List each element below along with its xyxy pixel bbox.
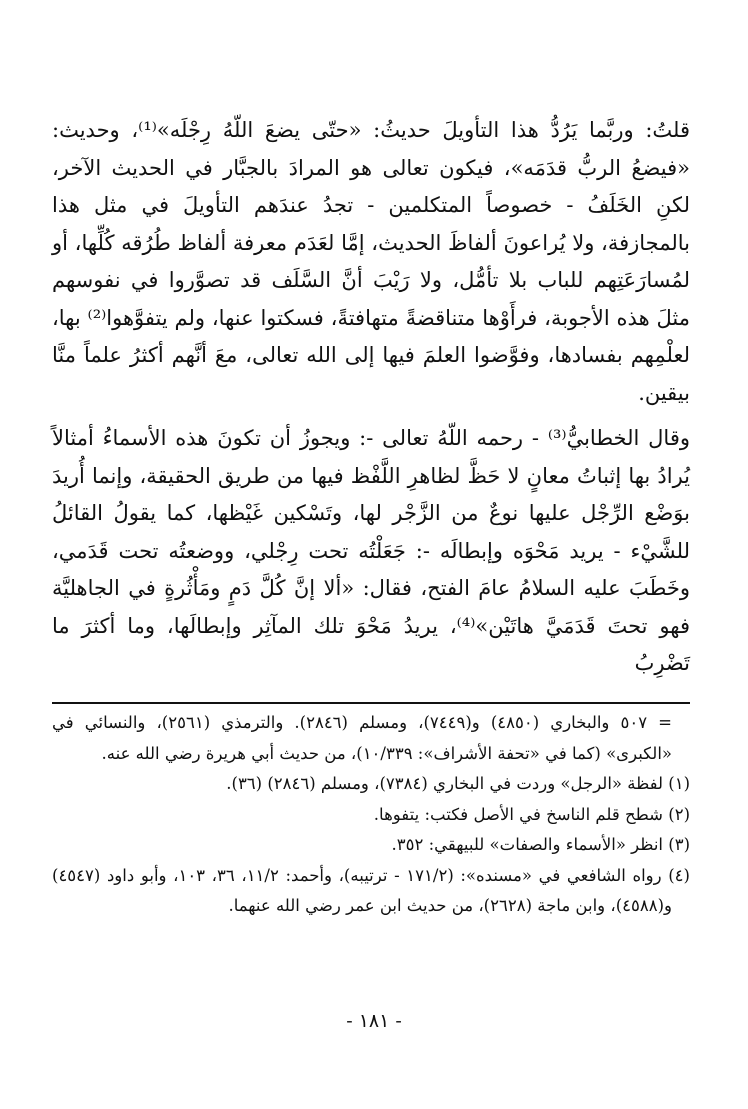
footnote-continuation: = ٥٠٧ والبخاري (٤٨٥٠) و(٧٤٤٩)، ومسلم (٢٨٤٦). والترمذي (٢٥٦١)، والنسائي في «الكبرى» (كما في «تحفة الأشراف»: ١٠/٣٣٩)، من حديث أبي هريرة رضي الله عنه. (52, 713, 673, 763)
paragraph-2: وقال الخطابيُّ⁽³⁾ - رحمه اللّهُ تعالى -: ويجوزُ أن تكونَ هذه الأسماءُ أمثالاً يُرادُ بها إثباتُ معانٍ لا حَظَّ لظاهرِ اللَّفْظ فيها من طريق الحقيقة، وإنما أُريدَ بوَضْع الرِّجْل عليها نوعٌ من الزَّجْر لها، وتَسْكين غَيْظها، كما يقولُ القائلُ للشَّيْء - يريد مَحْوَه وإبطالَه -: جَعَلْتُه تحت رِجْلي، ووضعتُه تحت قَدَمي، وخَطَبَ عليه السلامُ عامَ الفتح، فقال: «ألا إنَّ كُلَّ دَمٍ ومَأْثُرةٍ في الجاهليَّة فهو تحتَ قَدَمَيَّ هاتَيْن»⁽⁴⁾، يريدُ مَحْوَ تلك المآثِر وإبطالَها، وما أكثرَ ما تَضْرِبُ (52, 426, 691, 675)
footnote-2: (٢) شطح قلم الناسخ في الأصل فكتب: يتفوها. (373, 804, 690, 824)
footnotes (52, 708, 690, 922)
footnote-4: (٤) رواه الشافعي في «مسنده»: (١٧١/٢ - ترتيبه)، وأحمد: ١١/٢، ٣٦، ١٠٣، وأبو داود (٤٥٤٧) و(٤٥٨٨)، وابن ماجة (٢٦٢٨)، من حديث ابن عمر رضي الله عنهما. (52, 865, 690, 915)
page-number: - ١٨١ - (346, 1010, 402, 1032)
footnote-1: (١) لفظة «الرجل» وردت في البخاري (٧٣٨٤)، ومسلم (٢٨٤٦) (٣٦). (226, 774, 690, 793)
paragraph-1: قلتُ: وربَّما يَرُدُّ هذا التأويلَ حديثُ: «حتّى يضعَ اللّهُ رِجْلَه»⁽¹⁾، وحديث: «فيضعُ الربُّ قدَمَه»، فيكون تعالى هو المرادَ بالجبَّار في الحديث الآخر، لكنِ الخَلَفُ - خصوصاً المتكلمين - تجدُ عندَهم التأويلَ في مثل هذا بالمجازفة، ولا يُراعونَ ألفاظَ الحديث، إمَّا لعَدَم معرفة ألفاظ طُرُقه كُلِّها، أو لمُسارَعَتِهم للباب بلا تأمُّل، ولا رَيْبَ أنَّ السَّلَف قد تصوَّروا في نفوسهم مثلَ هذه الأجوبة، فرأَوْها متناقضةً متهافتةً، فسكتوا عنها، ولم يتفوَّهوا⁽²⁾ بها، لعلْمِهم بفسادها، وفوَّضوا العلمَ فيها إلى الله تعالى، معَ أنَّهم أكثرُ علماً منَّا بيقين. (52, 118, 691, 405)
footnote-separator (52, 702, 690, 704)
footnote-3: (٣) انظر «الأسماء والصفات» للبيهقي: ٣٥٢. (391, 835, 690, 854)
main-text (52, 112, 690, 683)
